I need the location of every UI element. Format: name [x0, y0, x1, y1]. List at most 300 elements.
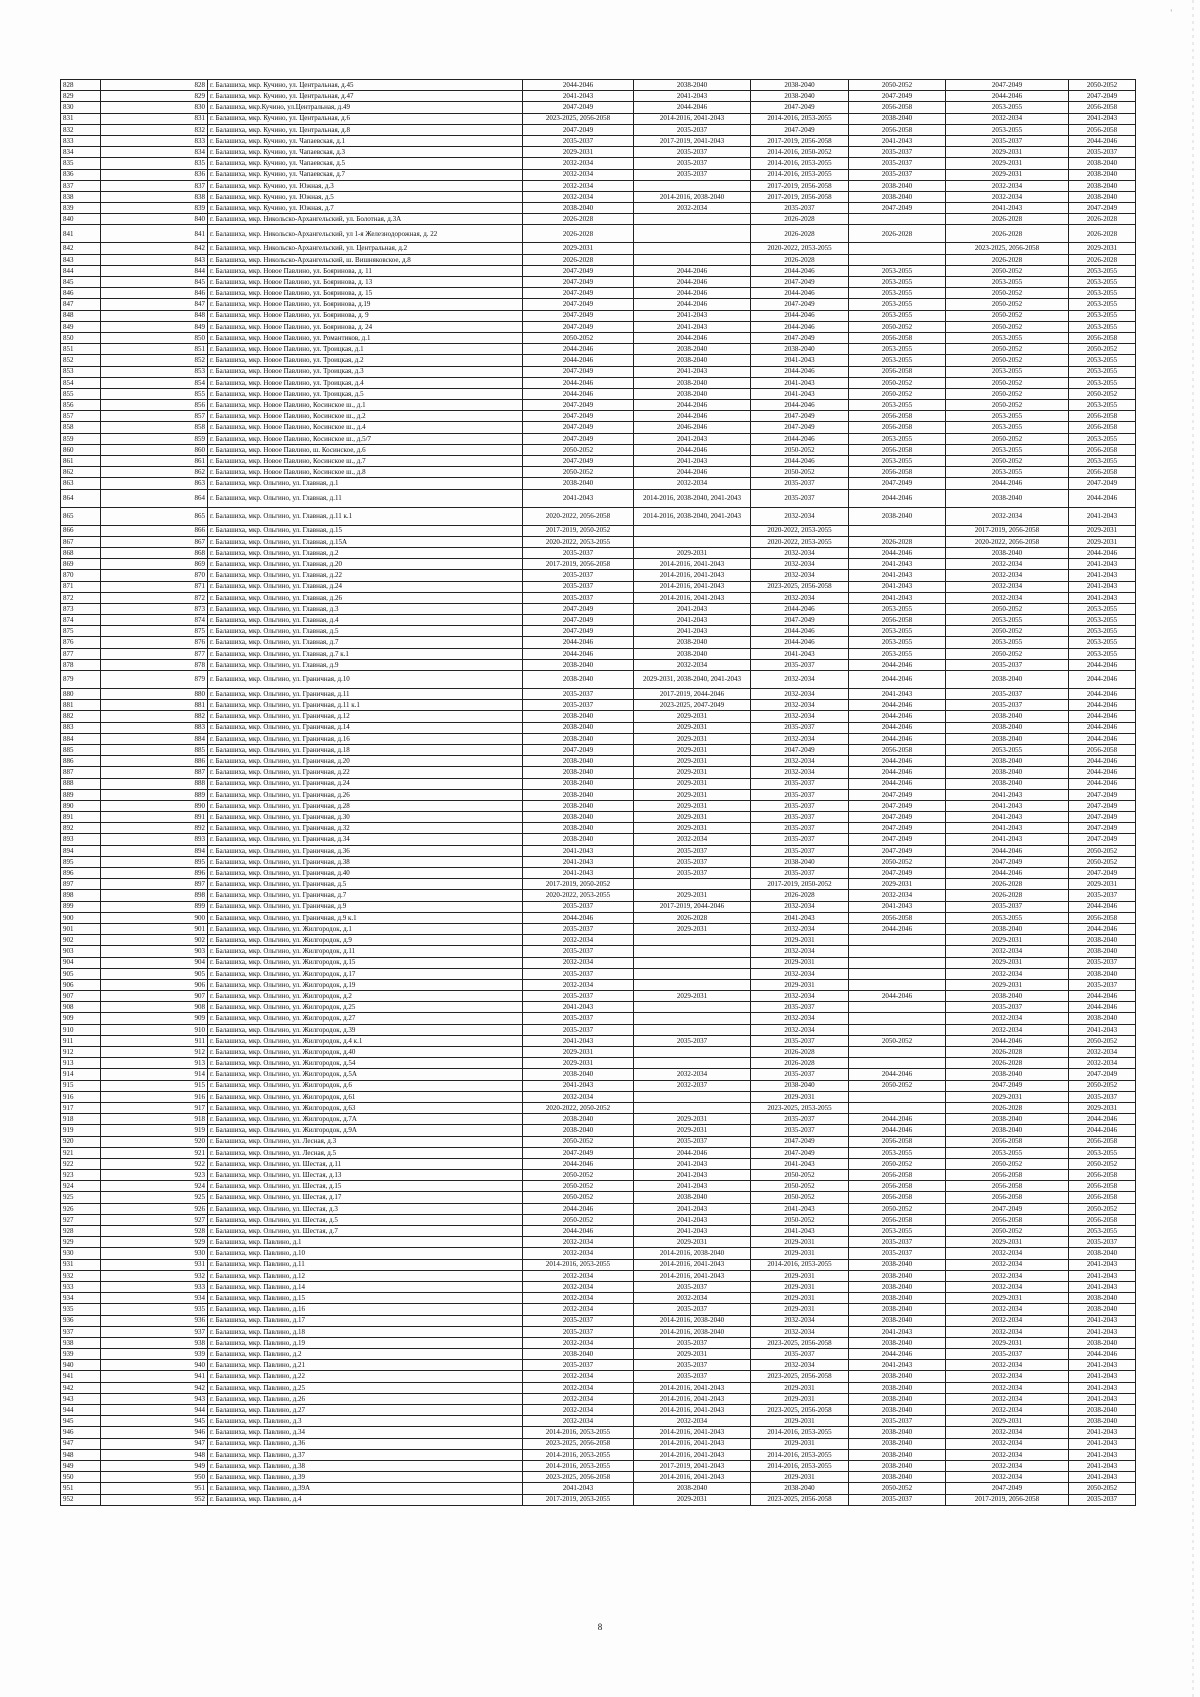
row-number: 909 — [61, 1013, 101, 1024]
row-ordinal: 832 — [101, 124, 208, 135]
row-ordinal: 888 — [101, 778, 208, 789]
table-row — [61, 1405, 1136, 1416]
period-cell: 2050-2052 — [849, 1035, 946, 1046]
table-row — [61, 80, 1136, 91]
address-cell: г. Балашиха, мкр. Павлино, д.36 — [208, 1438, 523, 1449]
period-cell: 2032-2034 — [751, 901, 849, 912]
table-row — [61, 507, 1136, 525]
period-cell: 2053-2055 — [946, 102, 1069, 113]
period-cell: 2029-2031 — [946, 1416, 1069, 1427]
period-cell: 2032-2034 — [946, 1360, 1069, 1371]
address-cell: г. Балашиха, мкр. Кучино, ул. Южная, д.7 — [208, 203, 523, 214]
period-cell: 2026-2028 — [751, 1047, 849, 1058]
row-ordinal: 951 — [101, 1483, 208, 1494]
period-cell: 2035-2037 — [946, 689, 1069, 700]
period-cell: 2044-2046 — [849, 489, 946, 507]
address-cell: г. Балашиха, мкр. Новое Павлино, ул. Троицкая, д.2 — [208, 355, 523, 366]
period-cell: 2053-2055 — [849, 299, 946, 310]
address-cell: г. Балашиха, мкр. Ольгино, ул. Жилгородок, д.6 — [208, 1080, 523, 1091]
period-cell: 2038-2040 — [849, 113, 946, 124]
address-cell: г. Балашиха, мкр. Кучино, ул. Чапаевская, д.3 — [208, 147, 523, 158]
period-cell: 2038-2040 — [946, 711, 1069, 722]
period-cell: 2041-2043 — [751, 1158, 849, 1169]
address-cell: г. Балашиха, мкр. Ольгино, ул. Шестая, д.7 — [208, 1226, 523, 1237]
period-cell: 2035-2037 — [946, 1002, 1069, 1013]
table-row — [61, 1091, 1136, 1102]
period-cell: 2044-2046 — [523, 912, 634, 923]
period-cell: 2020-2022, 2056-2058 — [946, 536, 1069, 547]
period-cell: 2026-2028 — [523, 225, 634, 243]
period-cell: 2047-2049 — [523, 102, 634, 113]
row-number: 883 — [61, 722, 101, 733]
period-cell: 2050-2052 — [946, 288, 1069, 299]
row-number: 938 — [61, 1337, 101, 1348]
table-row — [61, 1203, 1136, 1214]
row-number: 831 — [61, 113, 101, 124]
period-cell: 2035-2037 — [634, 845, 751, 856]
period-cell: 2044-2046 — [849, 547, 946, 558]
period-cell: 2044-2046 — [751, 366, 849, 377]
address-cell: г. Балашиха, мкр. Ольгино, ул. Жилгородок, д.63 — [208, 1102, 523, 1113]
period-cell: 2032-2034 — [946, 507, 1069, 525]
address-cell: г. Балашиха, мкр. Ольгино, ул. Граничная, д.11 — [208, 689, 523, 700]
table-row — [61, 637, 1136, 648]
row-number: 888 — [61, 778, 101, 789]
period-cell: 2050-2052 — [946, 400, 1069, 411]
period-cell: 2032-2034 — [751, 700, 849, 711]
period-cell: 2014-2016, 2053-2055 — [523, 1449, 634, 1460]
address-cell: г. Балашиха, мкр. Ольгино, ул. Граничная, д.34 — [208, 834, 523, 845]
period-cell — [634, 968, 751, 979]
table-row — [61, 388, 1136, 399]
table-row — [61, 310, 1136, 321]
period-cell: 2032-2034 — [946, 1393, 1069, 1404]
period-cell: 2032-2034 — [946, 191, 1069, 202]
period-cell: 2041-2043 — [751, 648, 849, 659]
row-number: 893 — [61, 834, 101, 845]
period-cell: 2041-2043 — [849, 581, 946, 592]
period-cell: 2035-2037 — [849, 1416, 946, 1427]
address-cell: г. Балашиха, мкр. Ольгино, ул. Шестая, д.15 — [208, 1181, 523, 1192]
address-cell: г. Балашиха, мкр. Ольгино, ул. Граничная, д.5 — [208, 879, 523, 890]
period-cell: 2026-2028 — [946, 890, 1069, 901]
address-cell: г. Балашиха, мкр. Ольгино, ул. Лесная, д.3 — [208, 1136, 523, 1147]
period-cell: 2014-2016, 2041-2043 — [634, 1472, 751, 1483]
address-cell: г. Балашиха, мкр. Павлино, д.3 — [208, 1416, 523, 1427]
table-row — [61, 671, 1136, 689]
period-cell: 2029-2031 — [946, 935, 1069, 946]
table-row — [61, 570, 1136, 581]
period-cell — [634, 1102, 751, 1113]
row-number: 900 — [61, 912, 101, 923]
period-cell: 2035-2037 — [849, 147, 946, 158]
period-cell: 2044-2046 — [849, 1125, 946, 1136]
period-cell: 2056-2058 — [849, 1136, 946, 1147]
period-cell: 2032-2034 — [751, 1326, 849, 1337]
row-ordinal: 830 — [101, 102, 208, 113]
period-cell: 2047-2049 — [523, 626, 634, 637]
row-number: 886 — [61, 756, 101, 767]
row-ordinal: 849 — [101, 321, 208, 332]
address-cell: г. Балашиха, мкр. Новое Павлино, ул. Бояринова, д.19 — [208, 299, 523, 310]
period-cell: 2014-2016, 2053-2055 — [751, 1427, 849, 1438]
period-cell: 2044-2046 — [1069, 711, 1136, 722]
period-cell: 2044-2046 — [1069, 135, 1136, 146]
period-cell: 2029-2031 — [634, 1237, 751, 1248]
row-ordinal: 906 — [101, 979, 208, 990]
period-cell: 2044-2046 — [849, 1349, 946, 1360]
period-cell: 2032-2034 — [849, 890, 946, 901]
row-ordinal: 867 — [101, 536, 208, 547]
period-cell: 2047-2049 — [523, 366, 634, 377]
row-number: 848 — [61, 310, 101, 321]
period-cell: 2041-2043 — [751, 1226, 849, 1237]
period-cell: 2035-2037 — [634, 856, 751, 867]
row-ordinal: 887 — [101, 767, 208, 778]
row-number: 948 — [61, 1449, 101, 1460]
row-number: 897 — [61, 879, 101, 890]
row-ordinal: 927 — [101, 1214, 208, 1225]
period-cell: 2044-2046 — [1069, 756, 1136, 767]
period-cell: 2044-2046 — [849, 1069, 946, 1080]
row-ordinal: 946 — [101, 1427, 208, 1438]
period-cell: 2032-2034 — [751, 756, 849, 767]
address-cell: г. Балашиха, мкр. Ольгино, ул. Жилгородок, д.19 — [208, 979, 523, 990]
period-cell: 2038-2040 — [946, 1125, 1069, 1136]
row-number: 899 — [61, 901, 101, 912]
table-row — [61, 868, 1136, 879]
period-cell: 2044-2046 — [1069, 659, 1136, 670]
period-cell: 2038-2040 — [1069, 1293, 1136, 1304]
row-ordinal: 853 — [101, 366, 208, 377]
period-cell: 2041-2043 — [523, 1080, 634, 1091]
period-cell: 2041-2043 — [849, 570, 946, 581]
period-cell: 2038-2040 — [849, 1293, 946, 1304]
row-number: 940 — [61, 1360, 101, 1371]
row-ordinal: 904 — [101, 957, 208, 968]
period-cell: 2046-2046 — [634, 422, 751, 433]
table-row — [61, 912, 1136, 923]
row-ordinal: 848 — [101, 310, 208, 321]
period-cell: 2023-2025, 2056-2058 — [751, 581, 849, 592]
table-row — [61, 124, 1136, 135]
period-cell: 2041-2043 — [523, 91, 634, 102]
corner-mark: ' — [1170, 8, 1172, 18]
row-ordinal: 919 — [101, 1125, 208, 1136]
period-cell: 2044-2046 — [1069, 1125, 1136, 1136]
period-cell: 2047-2049 — [751, 299, 849, 310]
period-cell: 2050-2052 — [523, 1192, 634, 1203]
period-cell: 2029-2031 — [634, 890, 751, 901]
row-ordinal: 932 — [101, 1270, 208, 1281]
address-cell: г. Балашиха, мкр. Новое Павлино, Косинское ш., д.7 — [208, 456, 523, 467]
period-cell: 2020-2022, 2053-2055 — [523, 536, 634, 547]
address-cell: г. Балашиха, мкр. Ольгино, ул. Жилгородок, д.54 — [208, 1058, 523, 1069]
period-cell: 2053-2055 — [946, 912, 1069, 923]
address-cell: г. Балашиха, мкр. Ольгино, ул. Жилгородок, д.4 к.1 — [208, 1035, 523, 1046]
period-cell: 2044-2046 — [849, 923, 946, 934]
period-cell — [634, 536, 751, 547]
row-number: 875 — [61, 626, 101, 637]
period-cell: 2038-2040 — [849, 507, 946, 525]
period-cell: 2029-2031 — [634, 722, 751, 733]
address-cell: г. Балашиха, мкр. Новое Павлино, ул. Бояринова, д. 13 — [208, 277, 523, 288]
period-cell: 2041-2043 — [1069, 1427, 1136, 1438]
period-cell: 2053-2055 — [849, 344, 946, 355]
period-cell: 2032-2034 — [751, 689, 849, 700]
period-cell: 2044-2046 — [634, 102, 751, 113]
period-cell: 2050-2052 — [751, 467, 849, 478]
address-cell: г. Балашиха, мкр. Ольгино, ул. Лесная, д.5 — [208, 1147, 523, 1158]
period-cell: 2032-2034 — [523, 1304, 634, 1315]
address-cell: г. Балашиха, мкр. Ольгино, ул. Граничная, д.14 — [208, 722, 523, 733]
period-cell: 2041-2043 — [849, 559, 946, 570]
period-cell: 2041-2043 — [1069, 1460, 1136, 1471]
period-cell: 2041-2043 — [523, 489, 634, 507]
row-ordinal: 903 — [101, 946, 208, 957]
table-row — [61, 923, 1136, 934]
table-row — [61, 626, 1136, 637]
period-cell: 2035-2037 — [523, 946, 634, 957]
period-cell: 2017-2019, 2041-2043 — [634, 1460, 751, 1471]
row-ordinal: 912 — [101, 1047, 208, 1058]
period-cell: 2044-2046 — [849, 767, 946, 778]
row-number: 921 — [61, 1147, 101, 1158]
period-cell: 2044-2046 — [523, 1158, 634, 1169]
period-cell: 2032-2034 — [946, 180, 1069, 191]
row-ordinal: 885 — [101, 744, 208, 755]
row-number: 857 — [61, 411, 101, 422]
period-cell: 2035-2037 — [523, 700, 634, 711]
period-cell: 2050-2052 — [523, 444, 634, 455]
period-cell: 2053-2055 — [849, 648, 946, 659]
period-cell: 2047-2049 — [1069, 800, 1136, 811]
row-number: 853 — [61, 366, 101, 377]
period-cell: 2032-2034 — [751, 968, 849, 979]
period-cell: 2038-2040 — [849, 1259, 946, 1270]
row-ordinal: 877 — [101, 648, 208, 659]
period-cell: 2041-2043 — [634, 1181, 751, 1192]
period-cell: 2032-2034 — [946, 1438, 1069, 1449]
period-cell: 2041-2043 — [1069, 592, 1136, 603]
table-row — [61, 700, 1136, 711]
address-cell: г. Балашиха, мкр. Ольгино, ул. Жилгородок, д.25 — [208, 1002, 523, 1013]
period-cell: 2044-2046 — [849, 733, 946, 744]
period-cell: 2035-2037 — [751, 800, 849, 811]
period-cell: 2029-2031, 2038-2040, 2041-2043 — [634, 671, 751, 689]
period-cell: 2038-2040 — [849, 1438, 946, 1449]
address-cell: г. Балашиха, мкр. Новое Павлино, ул. Троицкая, д.1 — [208, 344, 523, 355]
row-ordinal: 839 — [101, 203, 208, 214]
table-row — [61, 756, 1136, 767]
period-cell: 2035-2037 — [523, 1013, 634, 1024]
period-cell — [849, 214, 946, 225]
period-cell: 2014-2016, 2038-2040, 2041-2043 — [634, 489, 751, 507]
period-cell: 2044-2046 — [634, 332, 751, 343]
period-cell: 2035-2037 — [751, 1002, 849, 1013]
table-row — [61, 1304, 1136, 1315]
page-number: 8 — [597, 1622, 603, 1632]
period-cell: 2041-2043 — [634, 366, 751, 377]
period-cell: 2023-2025, 2056-2058 — [751, 1494, 849, 1505]
period-cell: 2050-2052 — [946, 433, 1069, 444]
period-cell: 2041-2043 — [523, 868, 634, 879]
period-cell: 2041-2043 — [849, 592, 946, 603]
period-cell: 2038-2040 — [523, 812, 634, 823]
period-cell: 2032-2034 — [751, 547, 849, 558]
period-cell: 2050-2052 — [751, 1214, 849, 1225]
period-cell: 2056-2058 — [849, 411, 946, 422]
address-cell: г. Балашиха, мкр. Новое Павлино, Косинское ш., д.8 — [208, 467, 523, 478]
address-cell: г. Балашиха, мкр. Новое Павлино, Косинское ш., д.2 — [208, 411, 523, 422]
period-cell: 2038-2040 — [523, 671, 634, 689]
row-ordinal: 881 — [101, 700, 208, 711]
period-cell: 2026-2028 — [849, 225, 946, 243]
row-number: 895 — [61, 856, 101, 867]
period-cell: 2023-2025, 2056-2058 — [751, 1405, 849, 1416]
period-cell: 2038-2040 — [634, 1483, 751, 1494]
table-row — [61, 180, 1136, 191]
row-number: 910 — [61, 1024, 101, 1035]
period-cell: 2017-2019, 2050-2052 — [523, 525, 634, 536]
row-number: 830 — [61, 102, 101, 113]
row-ordinal: 883 — [101, 722, 208, 733]
table-row — [61, 1438, 1136, 1449]
table-row — [61, 1472, 1136, 1483]
address-cell: г. Балашиха, мкр. Ольгино, ул. Граничная, д.9 к.1 — [208, 912, 523, 923]
period-cell: 2053-2055 — [946, 366, 1069, 377]
period-cell: 2056-2058 — [849, 615, 946, 626]
row-number: 920 — [61, 1136, 101, 1147]
row-number: 898 — [61, 890, 101, 901]
period-cell: 2041-2043 — [1069, 1449, 1136, 1460]
period-cell: 2038-2040 — [1069, 968, 1136, 979]
period-cell: 2056-2058 — [1069, 411, 1136, 422]
period-cell: 2053-2055 — [946, 277, 1069, 288]
row-ordinal: 902 — [101, 935, 208, 946]
period-cell: 2029-2031 — [634, 1494, 751, 1505]
address-cell: г. Балашиха, мкр. Новое Павлино, ул. Бояринова, д. 11 — [208, 265, 523, 276]
period-cell: 2041-2043 — [634, 321, 751, 332]
table-row — [61, 1181, 1136, 1192]
table-row — [61, 1360, 1136, 1371]
period-cell: 2038-2040 — [523, 823, 634, 834]
period-cell: 2032-2034 — [751, 711, 849, 722]
row-number: 872 — [61, 592, 101, 603]
table-row — [61, 288, 1136, 299]
period-cell: 2038-2040 — [946, 1069, 1069, 1080]
period-cell: 2050-2052 — [1069, 1483, 1136, 1494]
table-row — [61, 1382, 1136, 1393]
period-cell: 2047-2049 — [849, 823, 946, 834]
period-cell: 2044-2046 — [1069, 1002, 1136, 1013]
row-ordinal: 937 — [101, 1326, 208, 1337]
row-ordinal: 923 — [101, 1170, 208, 1181]
period-cell: 2047-2049 — [946, 1483, 1069, 1494]
row-number: 918 — [61, 1114, 101, 1125]
period-cell: 2032-2034 — [946, 1371, 1069, 1382]
row-number: 931 — [61, 1259, 101, 1270]
row-number: 878 — [61, 659, 101, 670]
period-cell: 2041-2043 — [1069, 1393, 1136, 1404]
address-cell: г. Балашиха, мкр. Ольгино, ул. Главная, д.4 — [208, 615, 523, 626]
row-number: 902 — [61, 935, 101, 946]
period-cell: 2035-2037 — [523, 135, 634, 146]
period-cell: 2038-2040 — [523, 711, 634, 722]
period-cell: 2032-2034 — [523, 1270, 634, 1281]
row-ordinal: 914 — [101, 1069, 208, 1080]
period-cell — [634, 957, 751, 968]
period-cell: 2029-2031 — [523, 1058, 634, 1069]
row-ordinal: 880 — [101, 689, 208, 700]
period-cell: 2050-2052 — [1069, 80, 1136, 91]
period-cell: 2047-2049 — [751, 615, 849, 626]
period-cell: 2035-2037 — [523, 1024, 634, 1035]
table-row — [61, 1158, 1136, 1169]
period-cell: 2032-2034 — [751, 1315, 849, 1326]
row-number: 927 — [61, 1214, 101, 1225]
period-cell: 2029-2031 — [523, 1047, 634, 1058]
period-cell: 2038-2040 — [634, 377, 751, 388]
period-cell — [634, 214, 751, 225]
period-cell: 2032-2034 — [634, 478, 751, 489]
address-cell: г. Балашиха, мкр. Новое Павлино, ул. Троицкая, д.4 — [208, 377, 523, 388]
period-cell: 2032-2034 — [946, 968, 1069, 979]
period-cell: 2044-2046 — [634, 444, 751, 455]
period-cell: 2047-2049 — [523, 299, 634, 310]
period-cell: 2044-2046 — [634, 299, 751, 310]
table-row — [61, 722, 1136, 733]
row-number: 828 — [61, 80, 101, 91]
period-cell: 2038-2040 — [946, 991, 1069, 1002]
row-number: 915 — [61, 1080, 101, 1091]
row-number: 881 — [61, 700, 101, 711]
row-number: 916 — [61, 1091, 101, 1102]
period-cell: 2044-2046 — [634, 1147, 751, 1158]
period-cell: 2050-2052 — [1069, 344, 1136, 355]
period-cell: 2047-2049 — [523, 422, 634, 433]
period-cell: 2050-2052 — [523, 332, 634, 343]
table-row — [61, 946, 1136, 957]
period-cell: 2038-2040 — [523, 478, 634, 489]
period-cell: 2038-2040 — [1069, 180, 1136, 191]
address-cell: г. Балашиха, мкр. Ольгино, ул. Главная, д.11 — [208, 489, 523, 507]
period-cell: 2029-2031 — [946, 1237, 1069, 1248]
period-cell: 2038-2040 — [1069, 169, 1136, 180]
period-cell: 2041-2043 — [1069, 581, 1136, 592]
row-ordinal: 900 — [101, 912, 208, 923]
period-cell: 2050-2052 — [946, 344, 1069, 355]
table-row — [61, 789, 1136, 800]
period-cell: 2044-2046 — [1069, 722, 1136, 733]
row-number: 870 — [61, 570, 101, 581]
period-cell: 2029-2031 — [523, 147, 634, 158]
period-cell: 2047-2049 — [849, 478, 946, 489]
period-cell: 2050-2052 — [1069, 856, 1136, 867]
row-ordinal: 859 — [101, 433, 208, 444]
address-cell: г. Балашиха, мкр. Ольгино, ул. Граничная, д.12 — [208, 711, 523, 722]
address-cell: г. Балашиха, мкр. Ольгино, ул. Жилгородок, д.61 — [208, 1091, 523, 1102]
period-cell: 2029-2031 — [946, 169, 1069, 180]
row-number: 889 — [61, 789, 101, 800]
row-ordinal: 893 — [101, 834, 208, 845]
row-number: 836 — [61, 169, 101, 180]
table-row — [61, 478, 1136, 489]
address-cell: г. Балашиха, мкр. Ольгино, ул. Главная, д.9 — [208, 659, 523, 670]
period-cell: 2017-2019, 2056-2058 — [751, 180, 849, 191]
period-cell: 2053-2055 — [1069, 615, 1136, 626]
period-cell: 2050-2052 — [946, 603, 1069, 614]
